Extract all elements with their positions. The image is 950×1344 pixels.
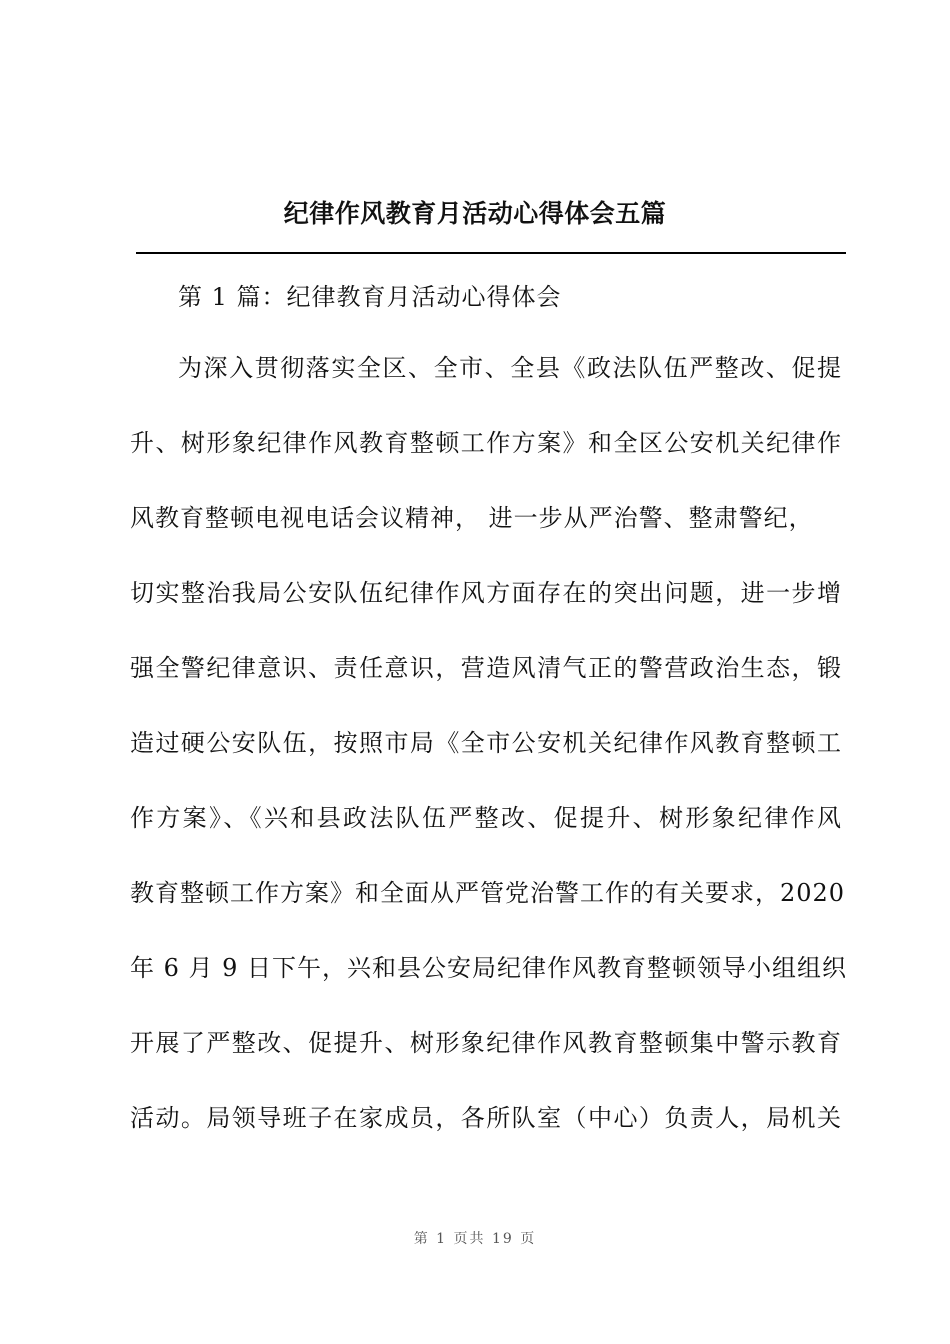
body-line: 风教育整顿电视电话会议精神， 进一步从严治警、整肃警纪， bbox=[130, 504, 814, 532]
page-number-footer: 第 1 页共 19 页 bbox=[413, 1231, 537, 1247]
body-line: 开展了严整改、促提升、树形象纪律作风教育整顿集中警示教育 bbox=[130, 1029, 842, 1057]
body-line: 教育整顿工作方案》和全面从严管党治警工作的有关要求，2020 bbox=[130, 879, 846, 907]
body-line: 升、树形象纪律作风教育整顿工作方案》和全区公安机关纪律作 bbox=[130, 429, 842, 457]
body-line: 作方案》、《兴和县政法队伍严整改、促提升、树形象纪律作风 bbox=[130, 804, 842, 832]
body-line: 切实整治我局公安队伍纪律作风方面存在的突出问题，进一步增 bbox=[130, 579, 842, 607]
body-line: 强全警纪律意识、责任意识，营造风清气正的警营政治生态，锻 bbox=[130, 654, 842, 682]
section-heading: 第 1 篇：纪律教育月活动心得体会 bbox=[178, 283, 562, 311]
body-line: 造过硬公安队伍，按照市局《全市公安机关纪律作风教育整顿工 bbox=[130, 729, 842, 757]
body-line: 活动。局领导班子在家成员，各所队室（中心）负责人，局机关 bbox=[130, 1104, 842, 1132]
document-title: 纪律作风教育月活动心得体会五篇 bbox=[283, 199, 667, 228]
body-line: 年 6 月 9 日下午，兴和县公安局纪律作风教育整顿领导小组组织 bbox=[130, 954, 848, 982]
body-line: 为深入贯彻落实全区、全市、全县《政法队伍严整改、促提 bbox=[178, 354, 842, 382]
title-underline bbox=[136, 252, 846, 254]
